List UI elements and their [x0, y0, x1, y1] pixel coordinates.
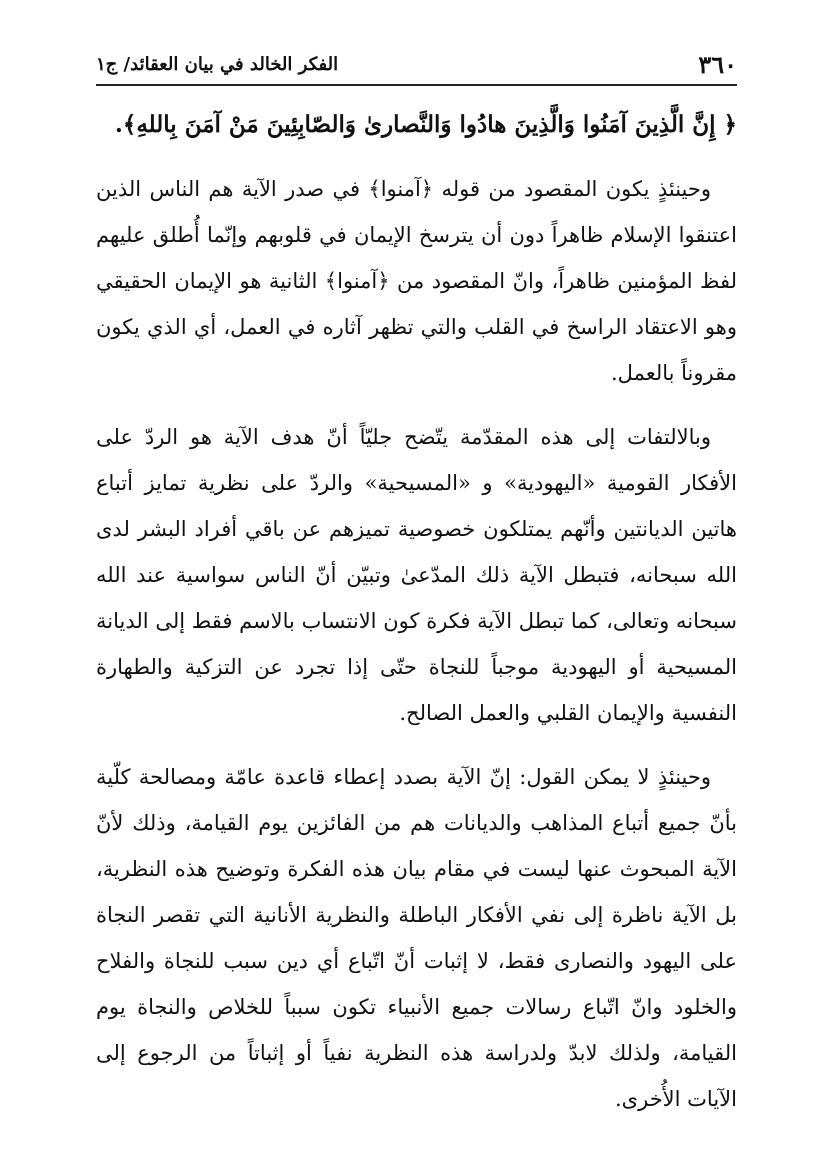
paragraph-1: وحينئذٍ يكون المقصود من قوله ﴿آمنوا﴾ في صدر الآية هم الناس الذين اعتنقوا الإسلام ظاهراً دون أن يترسخ الإيمان في قلوبهم وإنّما أُطلق عليهم لفظ المؤمنين ظاهراً، وانّ المقصود من ﴿آمنوا﴾ الثانية هو الإيمان الحقيقي وهو الاعتقاد الراسخ في القلب والتي تظهر آثاره في العمل، أي الذي يكون مقروناً بالعمل.	[96, 177, 737, 385]
paragraph-3: وحينئذٍ لا يمكن القول: إنّ الآية بصدد إعطاء قاعدة عامّة ومصالحة كلّية بأنّ جميع أتباع المذاهب والديانات هم من الفائزين يوم القيامة، وذلك لأنّ الآية المبحوث عنها ليست في مقام بيان هذه الفكرة وتوضيح هذه النظرية، بل الآية ناظرة إلى نفي الأفكار الباطلة والنظرية الأنانية التي تقصر النجاة على اليهود والنصارى فقط، لا إثبات أنّ اتّباع أي دين سبب للنجاة والفلاح والخلود وانّ اتّباع رسالات جميع الأنبياء تكون سبباً للخلاص والنجاة يوم القيامة، ولذلك لابدّ ولدراسة هذه النظرية نفياً أو إثباتاً من الرجوع إلى الآيات الأُخرى.	[96, 765, 737, 1111]
page-number: ٣٦٠	[698, 49, 737, 79]
running-header	[96, 44, 737, 86]
quran-verse: ﴿ إِنَّ الَّذِينَ آمَنُوا وَالَّذِينَ هادُوا وَالنَّصارىٰ وَالصّابِئِينَ مَنْ آمَنَ بِاللهِ﴾.	[114, 111, 737, 138]
running-title: الفكر الخالد في بيان العقائد/ ج١	[96, 53, 339, 75]
paragraph-2: وبالالتفات إلى هذه المقدّمة يتّضح جليّاً أنّ هدف الآية هو الردّ على الأفكار القومية «اليهودية» و «المسيحية» والردّ على نظرية تمايز أتباع هاتين الديانتين وأنّهم يمتلكون خصوصية تميزهم عن باقي أفراد البشر لدى الله سبحانه، فتبطل الآية ذلك المدّعىٰ وتبيّن أنّ الناس سواسية عند الله سبحانه وتعالى، كما تبطل الآية فكرة كون الانتساب بالاسم فقط إلى الديانة المسيحية أو اليهودية موجباً للنجاة حتّى إذا تجرد عن التزكية والطهارة النفسية والإيمان القلبي والعمل الصالح.	[96, 425, 737, 725]
